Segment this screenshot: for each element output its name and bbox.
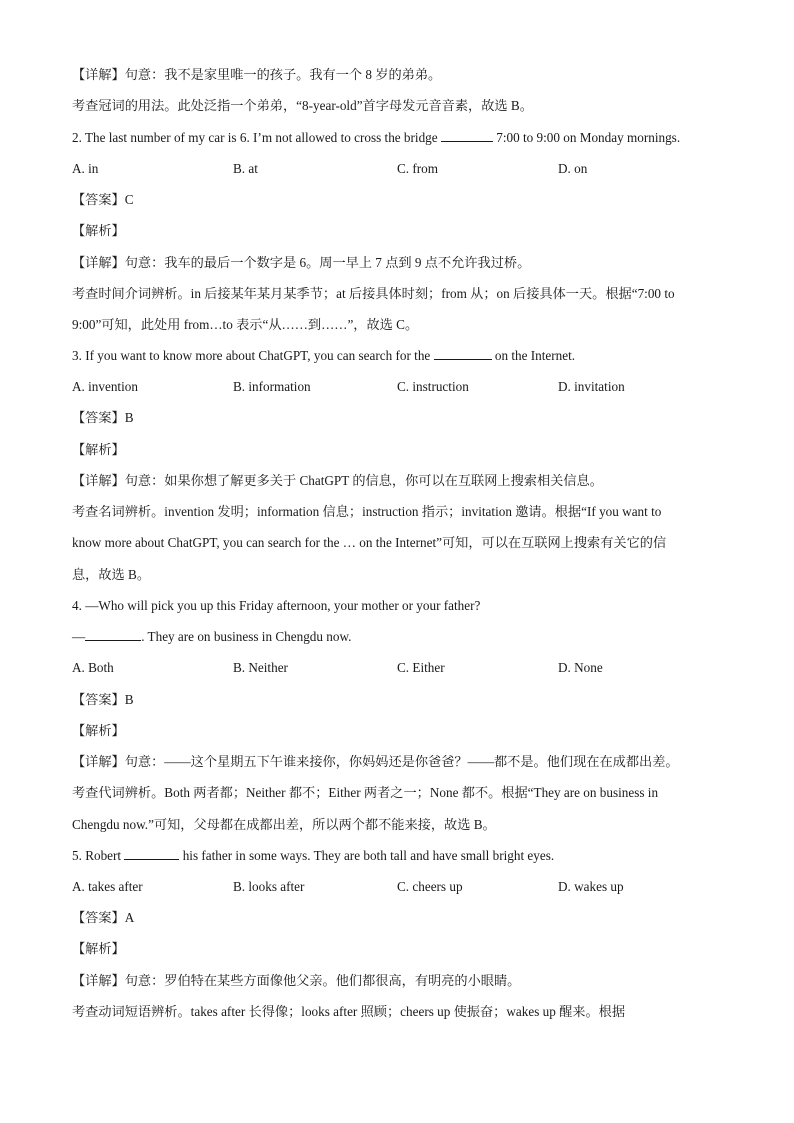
option-b: B. at bbox=[233, 161, 258, 176]
q3-detail-line: 【详解】句意：如果你想了解更多关于 ChatGPT 的信息，你可以在互联网上搜索相关信息。 bbox=[72, 473, 603, 488]
q5-analysis-line: 考查动词短语辨析。takes after 长得像；looks after 照顾；cheers up 使振奋；wakes up 醒来。根据 bbox=[72, 1004, 626, 1019]
q4-analysis-line: 考查代词辨析。Both 两者都；Neither 都不；Either 两者之一；None 都不。根据“They are on business in bbox=[72, 785, 659, 800]
q2-options bbox=[72, 159, 732, 179]
q5-question bbox=[72, 846, 554, 866]
q5-stem-end: his father in some ways. They are both tall and have small bright eyes. bbox=[182, 848, 555, 863]
q4-answer: 【答案】B bbox=[72, 692, 134, 707]
q1-analysis-line: 考查冠词的用法。此处泛指一个弟弟，“8-year-old”首字母发元音音素，故选 B。 bbox=[72, 98, 533, 113]
q3-question bbox=[72, 346, 575, 366]
answer-blank bbox=[434, 347, 492, 360]
q4-dash: — bbox=[72, 629, 86, 644]
q3-analysis-label: 【解析】 bbox=[72, 442, 125, 457]
option-a: A. in bbox=[72, 161, 99, 176]
q5-stem-start: 5. Robert bbox=[72, 848, 122, 863]
q3-answer: 【答案】B bbox=[72, 410, 134, 425]
q2-analysis-label: 【解析】 bbox=[72, 223, 125, 238]
q5-answer: 【答案】A bbox=[72, 910, 135, 925]
option-d: D. invitation bbox=[558, 379, 625, 394]
option-b: B. Neither bbox=[233, 660, 288, 675]
option-a: A. Both bbox=[72, 660, 114, 675]
q4-question: 4. —Who will pick you up this Friday afternoon, your mother or your father? bbox=[72, 598, 481, 613]
q2-analysis-line: 9:00”可知，此处用 from…to 表示“从……到……”，故选 C。 bbox=[72, 317, 419, 332]
q1-detail-line: 【详解】句意：我不是家里唯一的孩子。我有一个 8 岁的弟弟。 bbox=[72, 67, 442, 82]
option-d: D. wakes up bbox=[558, 879, 624, 894]
option-d: D. None bbox=[558, 660, 603, 675]
q2-detail-line: 【详解】句意：我车的最后一个数字是 6。周一早上 7 点到 9 点不允许我过桥。 bbox=[72, 255, 531, 270]
option-c: C. Either bbox=[397, 660, 445, 675]
q4-options bbox=[72, 658, 732, 678]
q5-options bbox=[72, 877, 732, 897]
option-c: C. from bbox=[397, 161, 439, 176]
q3-analysis-line: 考查名词辨析。invention 发明；information 信息；instruction 指示；invitation 邀请。根据“If you want to bbox=[72, 504, 662, 519]
answer-blank bbox=[124, 847, 179, 860]
q2-stem-end: 7:00 to 9:00 on Monday mornings. bbox=[496, 130, 681, 145]
q2-analysis-line: 考查时间介词辨析。in 后接某年某月某季节；at 后接具体时刻；from 从；on 后接具体一天。根据“7:00 to bbox=[72, 286, 675, 301]
q5-detail-line: 【详解】句意：罗伯特在某些方面像他父亲。他们都很高，有明亮的小眼睛。 bbox=[72, 973, 521, 988]
option-b: B. information bbox=[233, 379, 311, 394]
option-a: A. invention bbox=[72, 379, 138, 394]
answer-blank bbox=[85, 628, 141, 641]
q3-analysis-line: know more about ChatGPT, you can search for the … on the Internet”可知，可以在互联网上搜索有关它的信 bbox=[72, 535, 667, 550]
q3-stem-start: 3. If you want to know more about ChatGPT, you can search for the bbox=[72, 348, 431, 363]
q3-options bbox=[72, 377, 732, 397]
q2-answer: 【答案】C bbox=[72, 192, 134, 207]
q3-analysis-line: 息，故选 B。 bbox=[72, 567, 151, 582]
option-c: C. cheers up bbox=[397, 879, 463, 894]
q5-analysis-label: 【解析】 bbox=[72, 941, 125, 956]
q3-stem-end: on the Internet. bbox=[494, 348, 576, 363]
option-b: B. looks after bbox=[233, 879, 305, 894]
q2-question bbox=[72, 128, 680, 148]
q4-detail-line: 【详解】句意：——这个星期五下午谁来接你，你妈妈还是你爸爸？——都不是。他们现在在成都出差。 bbox=[72, 754, 679, 769]
q4-analysis-line: Chengdu now.”可知，父母都在成都出差，所以两个都不能来接，故选 B。 bbox=[72, 817, 496, 832]
q4-reply-end: . They are on business in Chengdu now. bbox=[141, 629, 352, 644]
q4-reply bbox=[72, 627, 351, 647]
option-d: D. on bbox=[558, 161, 588, 176]
option-a: A. takes after bbox=[72, 879, 143, 894]
q4-analysis-label: 【解析】 bbox=[72, 723, 125, 738]
answer-blank bbox=[441, 129, 493, 142]
option-c: C. instruction bbox=[397, 379, 469, 394]
q2-stem-start: 2. The last number of my car is 6. I’m not allowed to cross the bridge bbox=[72, 130, 438, 145]
